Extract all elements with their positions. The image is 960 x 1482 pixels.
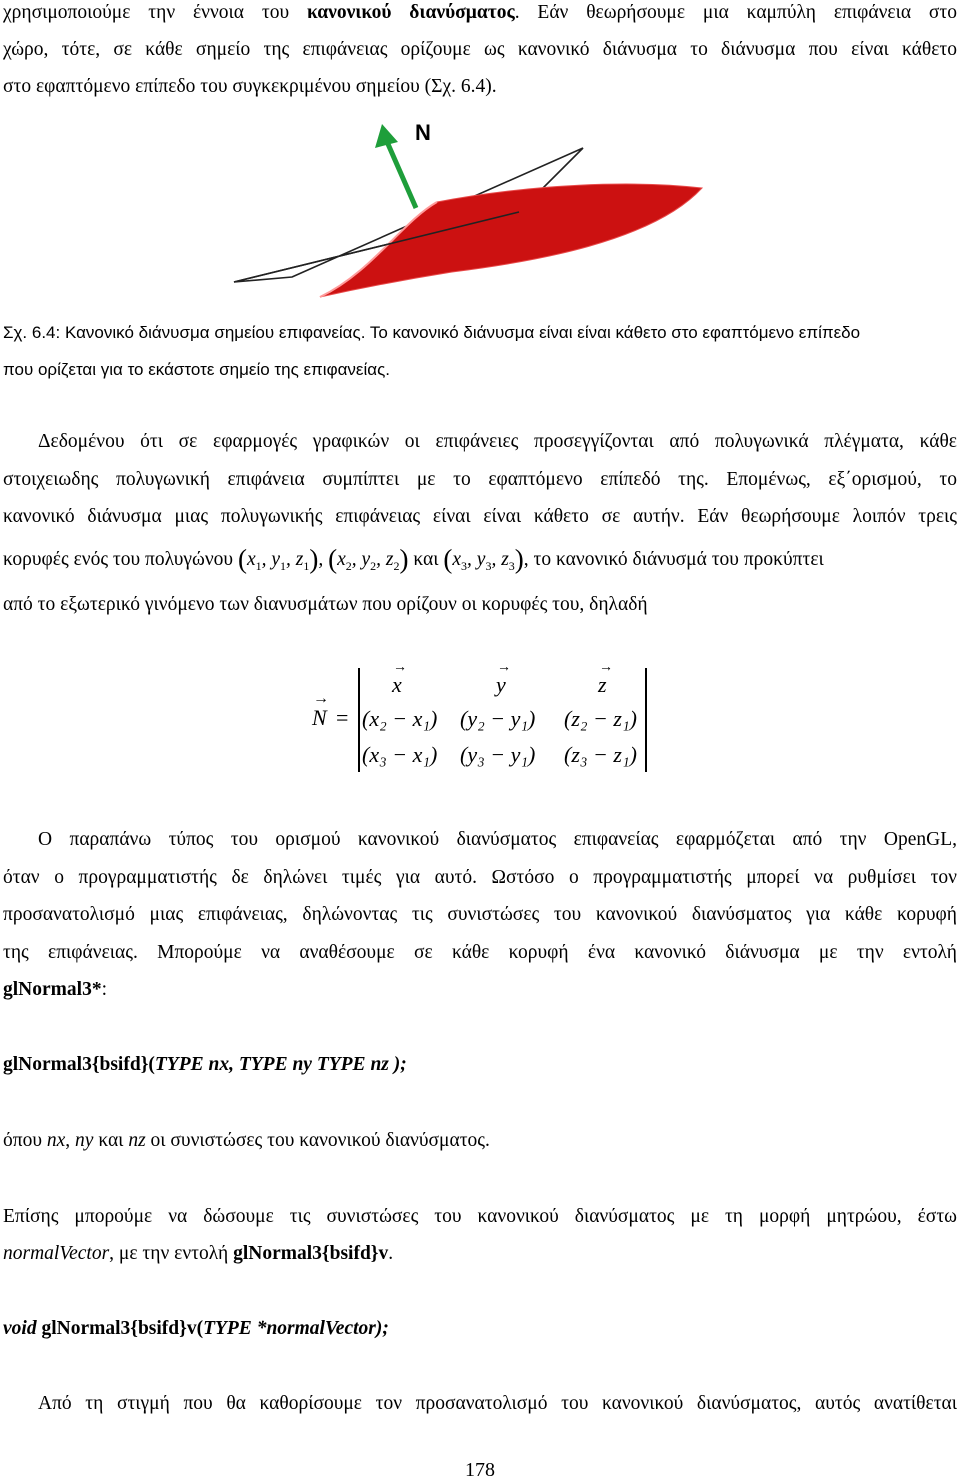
bold-term: κανονικού διανύσματος xyxy=(306,2,515,23)
figure-caption-line-2: που ορίζεται για το εκάστοτε σημείο της επιφανείας. xyxy=(3,360,391,379)
para3-line-5: glNormal3*: xyxy=(3,979,107,1000)
para2-line-5: από το εξωτερικό γινόμενο των διανυσμάτων που ορίζουν οι κορυφές του, δηλαδή xyxy=(3,594,648,615)
intro-line-2: χώρο, τότε, σε κάθε σημείο της επιφάνειας ορίζουμε ως κανονικό διάνυσμα το διάνυσμα που είναι κάθετο xyxy=(3,39,957,60)
code-signature-1: glNormal3{bsifd}(TYPE nx, TYPE ny TYPE nz ); xyxy=(3,1054,407,1075)
para3-line-2: όταν ο προγραμματιστής δε δηλώνει τιμές για αυτό. Ωστόσο ο προγραμματιστής μπορεί να ρυθμίσει τον xyxy=(3,867,957,888)
normal-label: N xyxy=(415,120,431,145)
normal-arrow xyxy=(388,144,416,208)
command-name: glNormal3* xyxy=(3,979,102,1000)
code-signature-2: void glNormal3{bsifd}v(TYPE *normalVector); xyxy=(3,1318,389,1339)
para4-line-1: όπου nx, ny και nz οι συνιστώσες του κανονικού διανύσματος. xyxy=(3,1130,490,1151)
para5-line-2: normalVector, με την εντολή glNormal3{bsifd}v. xyxy=(3,1243,394,1264)
figure-caption-line-1: Σχ. 6.4: Κανονικό διάνυσμα σημείου επιφανείας. Το κανονικό διάνυσμα είναι είναι κάθετο στο εφαπτόμενο επίπεδο xyxy=(3,323,861,342)
para3-line-3: προσανατολισμό μιας επιφάνειας, δηλώνοντας τις συνιστώσες του κανονικού διανύσματος για κάθε κορυφή xyxy=(3,904,957,925)
page-number: 178 xyxy=(465,1459,495,1481)
vertex-tuple-1: ($x_1$, $y_1$, $z_1$), ($x_2$, $y_2$, $z_2$) xyxy=(237,544,409,574)
intro-line-1: χρησιμοποιούμε την έννοια του κανονικού διανύσματος. Εάν θεωρήσουμε μια καμπύλη επιφάνεια στο xyxy=(3,2,957,23)
cross-product-determinant: N → = x → y → z → (x₂ − x₁) (y₂ − y₁) (z₂ − z₁) (x₃ − x₁) (y₃ − y₁) (z₃ − z₁) xyxy=(300,660,660,780)
para3-line-1: Ο παραπάνω τύπος του ορισμού κανονικού διανύσματος επιφανείας εφαρμόζεται από την OpenGL, xyxy=(38,829,957,850)
para5-line-1: Επίσης μπορούμε να δώσουμε τις συνιστώσες του κανονικού διανύσματος με τη μορφή μητρώου, έστω xyxy=(3,1206,957,1227)
normal-symbol: N xyxy=(312,705,327,730)
para6-line-1: Από τη στιγμή που θα καθορίσουμε τον προσανατολισμό του κανονικού διανύσματος, αυτός ανατίθεται xyxy=(38,1393,957,1414)
vertex-tuple-3: ($x_3$, $y_3$, $z_3$) xyxy=(443,544,524,574)
normal-vector-figure xyxy=(232,112,712,304)
curved-surface xyxy=(320,184,702,297)
para2-line-4: κορυφές ενός του πολυγώνου ($x_1$, $y_1$, $z_1$), ($x_2$, $y_2$, $z_2$) και ($x_3$, $y_3$, $z_3$), το κανονικό διάνυσμά του προκύπτει xyxy=(3,544,824,574)
para2-line-1: Δεδομένου ότι σε εφαρμογές γραφικών οι επιφάνειες προσεγγίζονται από πολυγωνικά πλέγματα, κάθε xyxy=(38,431,957,452)
para2-line-3: κανονικό διάνυσμα μιας πολυγωνικής επιφάνειας είναι είναι κάθετο σε αυτήν. Εάν θεωρήσουμε λοιπόν τρεις xyxy=(3,506,957,527)
intro-line-3: στο εφαπτόμενο επίπεδο του συγκεκριμένου σημείου (Σχ. 6.4). xyxy=(3,76,497,97)
arrow-head-icon xyxy=(375,124,398,148)
para2-line-2: στοιχειωδης πολυγωνική επιφάνεια συμπίπτει με το εφαπτόμενο επίπεδό της. Επομένως, εξ΄ορισμού, το xyxy=(3,469,957,490)
para3-line-4: της επιφάνειας. Μπορούμε να αναθέσουμε σε κάθε κορυφή ένα κανονικό διάνυσμα με την εντολή xyxy=(3,942,957,963)
